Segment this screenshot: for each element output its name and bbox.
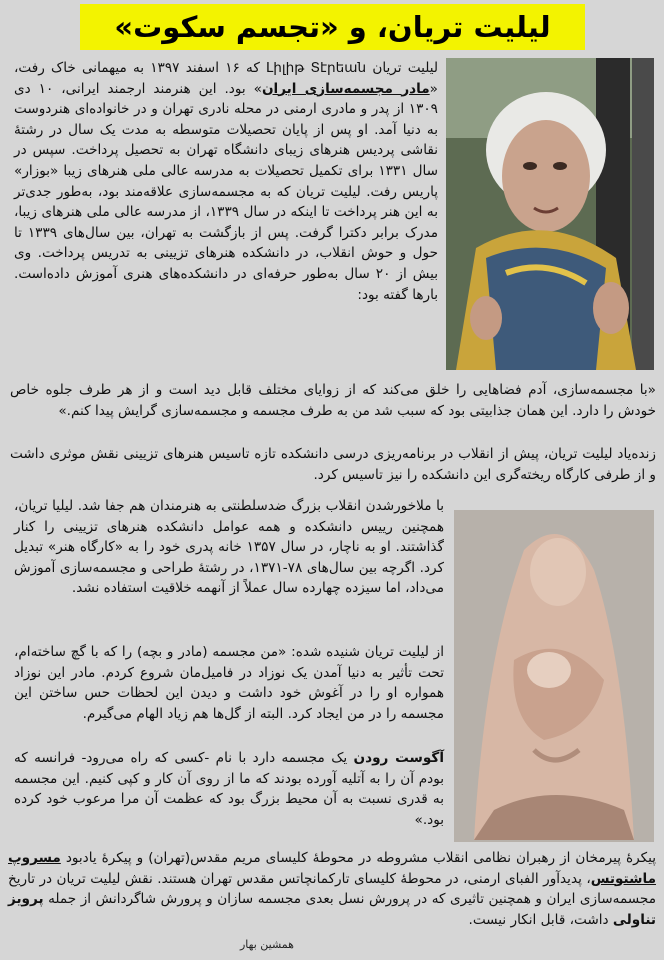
monuments-text-body: ، پدیدآور الفبای ارمنی، در محوطهٔ کلیسای تارکمانچاتس مقدس تهران هستند. نقش لیلیت تریان در تاریخ مجسمه‌سازی ایران و همچنین تاثیری که در پرورش نسل بعدی مجسمه سازان و پرورش شاگردانش از جمله (8, 870, 656, 908)
revolution-text: با ملاخورشدن انقلاب بزرگ ضدسلطنتی به هنرمندان هم جفا شد. لیلیا تریان، همچنین رییس دانشکده و همه عوامل دانشکده هنرهای تزیینی را کنار گذاشتند. او به ناچار، در سال ۱۳۵۷ خانه پدری خود را به «کارگاه هنر» تبدیل کرد. اگرچه بین سال‌های ۷۸-۱۳۷۱، در رشتهٔ طراحی و مجسمه‌سازی آموزش می‌داد، اما سیزده چهارده سال عملاً از آنهمه خلاقیت استفاده نشد. (14, 498, 444, 597)
intro-paragraph (14, 58, 438, 305)
revolution-paragraph (14, 496, 444, 599)
intro-text-start: لیلیت تریان Լիլիթ Տէրեան که ۱۶ اسفند ۱۳۹۷ به میهمانی خاک رفت، « (14, 60, 438, 97)
monuments-text-end: داشت، قابل انکار نیست. (468, 911, 613, 928)
sculpture-quote-text: از لیلیت تریان شنیده شده: «من مجسمه (مادر و بچه) را که با گچ ساخته‌ام، تحت تأثیر به دنیا آمدن یک نوزاد در فامیل‌مان شروع کردم. مادر این نوزاد همواره او را در آغوش خود داشت و دیدن این لحظات حس ساختن این مجسمه را در من ایجاد کرد. البته از گل‌ها هم زیاد الهام می‌گیرم. (14, 644, 444, 722)
quote-paragraph (10, 380, 656, 421)
sculpture-photo (454, 510, 654, 842)
monuments-paragraph (8, 848, 656, 930)
rodin-name: آگوست رودن (353, 750, 444, 766)
mashtots-name: مسروپ ماشتوتس (8, 850, 656, 887)
rodin-paragraph (14, 748, 444, 830)
portrait-photo (446, 58, 654, 370)
rodin-text: یک مجسمه دارد با نام -کسی که راه می‌رود- فرانسه که بودم آن را به آتلیه آورده بودند که ما از روی آن کار و کپی کنیم. این مجسمه به قدری نسبت به آن محیط بزرگ بود که عظمت آن مرا مرعوب خود کرده بود.» (14, 750, 444, 828)
monuments-text-start: پیکرهٔ پیرمخان از رهبران نظامی انقلاب مشروطه در محوطهٔ کلیسای مریم مقدس(تهران) و پیکرهٔ یادبود (60, 850, 656, 866)
legacy-paragraph (10, 444, 656, 485)
article-title-banner (80, 4, 585, 50)
author-credit: همشین بهار (240, 938, 294, 951)
intro-highlight: مادر مجسمه‌سازی ایران (261, 80, 430, 97)
sculpture-illustration (454, 510, 654, 842)
tanavoli-name: پرویز تناولی (8, 891, 656, 928)
article-title: لیلیت تریان، و «تجسم سکوت» (114, 10, 551, 44)
legacy-text: زنده‌یاد لیلیت تریان، پیش از انقلاب در برنامه‌ریزی درسی دانشکده تازه تاسیس هنرهای تزیینی نقش موثری داشت و از طرفی کارگاه ریخته‌گری این دانشکده را نیز تاسیس کرد. (10, 446, 656, 483)
quote-text: «با مجسمه‌سازی، آدم فضاهایی را خلق می‌کند که از زوایای مختلف قابل دید است و از هر طرف جلوه خاص خودش را دارد. این همان جذابیتی بود که سبب شد من به طرف مجسمه و مجسمه‌سازی گرایش پیدا کنم.» (10, 382, 656, 419)
sculpture-quote-paragraph (14, 642, 444, 724)
intro-text-body: » بود. این هنرمند ارجمند ایرانی، ۱۰ دی ۱۳۰۹ از پدر و مادری ارمنی در محله نادری تهران و در خانواده‌ای هنردوست به دنیا آمد. او پس از پایان تحصیلات متوسطه به مدت یک سال در رشتهٔ نقاشی پردیس هنرهای زیبای دانشگاه تهران به تحصیل پرداخت. سپس در سال ۱۳۳۱ برای تکمیل تحصیلات به مدرسه عالی ملی هنرهای زیبا «بوزار» پاریس رفت. لیلیت تریان که به مجسمه‌سازی علاقه‌مند بود، به‌طور جدی‌تر به این هنر پرداخت تا اینکه در سال ۱۳۳۹، از مدرسه عالی ملی هنرهای زیبا، مدرک برابر دکترا گرفت. پس از بازگشت به تهران، بین سال‌های ۱۳۳۹ تا حول و حوش انقلاب، در دانشکده هنرهای تزیینی به تدریس پرداخت. وی بیش از ۲۰ سال به‌طور حرفه‌ای در دانشکده‌های هنری آموزش داده‌است. بارها گفته بود: (14, 80, 439, 303)
portrait-illustration (446, 58, 654, 370)
